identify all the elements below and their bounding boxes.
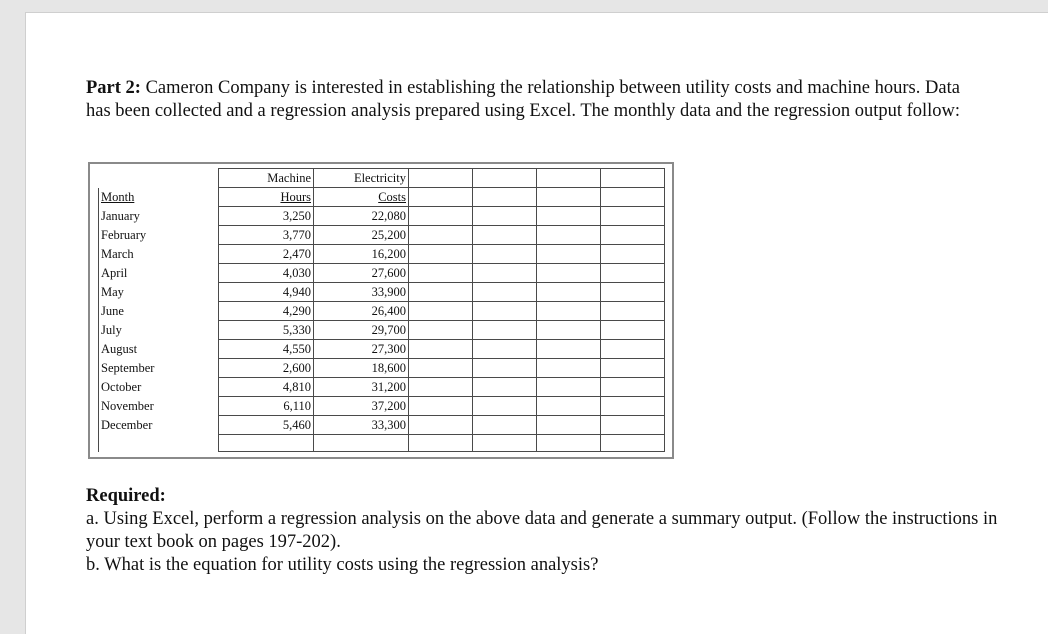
- intro-text: Cameron Company is interested in establishing the relationship between utility costs and machine hours. Data has been collected and a regression analysis prepared using Excel. The monthly data and the regression output follow:: [86, 78, 961, 121]
- empty-cell: [537, 302, 601, 321]
- empty-cell: [601, 302, 665, 321]
- empty-cell: [601, 188, 665, 207]
- empty-cell: [601, 169, 665, 188]
- electricity-costs-cell: 33,900: [314, 283, 409, 302]
- month-cell: February: [99, 226, 219, 245]
- month-cell: May: [99, 283, 219, 302]
- empty-cell: [473, 416, 537, 435]
- empty-cell: [473, 207, 537, 226]
- empty-cell: [537, 359, 601, 378]
- empty-cell: [409, 226, 473, 245]
- header-cell: Electricity: [314, 169, 409, 188]
- empty-cell: [99, 435, 219, 452]
- empty-cell: [601, 340, 665, 359]
- table-row: [99, 416, 665, 435]
- empty-cell: [537, 169, 601, 188]
- empty-cell: [537, 264, 601, 283]
- empty-cell: [537, 226, 601, 245]
- empty-cell: [537, 416, 601, 435]
- empty-cell: [473, 226, 537, 245]
- empty-cell: [537, 283, 601, 302]
- empty-cell: [409, 283, 473, 302]
- table-row: [99, 207, 665, 226]
- month-cell: November: [99, 397, 219, 416]
- empty-cell: [601, 264, 665, 283]
- electricity-costs-cell: 37,200: [314, 397, 409, 416]
- empty-cell: [409, 397, 473, 416]
- electricity-costs-cell: 16,200: [314, 245, 409, 264]
- table-row: [99, 340, 665, 359]
- month-cell: August: [99, 340, 219, 359]
- empty-cell: [473, 378, 537, 397]
- month-cell: September: [99, 359, 219, 378]
- electricity-costs-cell: 22,080: [314, 207, 409, 226]
- month-cell: December: [99, 416, 219, 435]
- empty-cell: [537, 397, 601, 416]
- month-cell: July: [99, 321, 219, 340]
- empty-cell: [537, 207, 601, 226]
- empty-cell: [473, 188, 537, 207]
- table-row: [99, 321, 665, 340]
- empty-cell: [409, 302, 473, 321]
- empty-cell: [601, 416, 665, 435]
- required-item-a: a. Using Excel, perform a regression analysis on the above data and generate a summary output. (Follow the instructions in your text book on pages 197-202).: [86, 509, 998, 552]
- machine-hours-cell: 3,250: [219, 207, 314, 226]
- table-row: [99, 226, 665, 245]
- empty-cell: [409, 207, 473, 226]
- empty-cell: [537, 188, 601, 207]
- table-row: [99, 359, 665, 378]
- empty-cell: [601, 359, 665, 378]
- required-item-b: b. What is the equation for utility costs using the regression analysis?: [86, 555, 599, 575]
- empty-cell: [473, 340, 537, 359]
- empty-cell: [601, 207, 665, 226]
- empty-cell: [219, 435, 314, 452]
- machine-hours-cell: 5,460: [219, 416, 314, 435]
- data-table: [98, 168, 665, 452]
- embedded-spreadsheet: [88, 162, 674, 459]
- machine-hours-cell: 4,810: [219, 378, 314, 397]
- empty-cell: [473, 283, 537, 302]
- header-cell: Hours: [219, 188, 314, 207]
- empty-cell: [409, 435, 473, 452]
- empty-cell: [537, 435, 601, 452]
- empty-cell: [473, 264, 537, 283]
- electricity-costs-cell: 26,400: [314, 302, 409, 321]
- machine-hours-cell: 2,600: [219, 359, 314, 378]
- empty-cell: [473, 359, 537, 378]
- electricity-costs-cell: 27,600: [314, 264, 409, 283]
- empty-cell: [473, 302, 537, 321]
- machine-hours-cell: 2,470: [219, 245, 314, 264]
- empty-cell: [537, 340, 601, 359]
- month-cell: January: [99, 207, 219, 226]
- header-row-2: [99, 188, 665, 207]
- empty-cell: [601, 397, 665, 416]
- document-page: [25, 12, 1048, 634]
- empty-cell: [409, 340, 473, 359]
- empty-cell: [473, 245, 537, 264]
- empty-cell: [314, 435, 409, 452]
- table-row: [99, 264, 665, 283]
- empty-cell: [473, 169, 537, 188]
- machine-hours-cell: 4,550: [219, 340, 314, 359]
- header-cell: Costs: [314, 188, 409, 207]
- empty-cell: [409, 378, 473, 397]
- empty-cell: [601, 226, 665, 245]
- month-cell: March: [99, 245, 219, 264]
- month-cell: October: [99, 378, 219, 397]
- header-cell: Machine: [219, 169, 314, 188]
- machine-hours-cell: 6,110: [219, 397, 314, 416]
- header-cell: Month: [99, 188, 219, 207]
- machine-hours-cell: 5,330: [219, 321, 314, 340]
- electricity-costs-cell: 25,200: [314, 226, 409, 245]
- empty-cell: [601, 378, 665, 397]
- empty-cell: [537, 378, 601, 397]
- intro-paragraph: [86, 77, 986, 123]
- empty-cell: [601, 245, 665, 264]
- required-section: [86, 485, 1006, 577]
- empty-row: [99, 435, 665, 452]
- empty-cell: [473, 435, 537, 452]
- empty-cell: [409, 264, 473, 283]
- required-title: Required:: [86, 486, 166, 506]
- machine-hours-cell: 4,030: [219, 264, 314, 283]
- empty-cell: [537, 321, 601, 340]
- table-row: [99, 283, 665, 302]
- empty-cell: [537, 245, 601, 264]
- empty-cell: [473, 397, 537, 416]
- empty-cell: [601, 283, 665, 302]
- table-row: [99, 245, 665, 264]
- empty-cell: [409, 188, 473, 207]
- empty-cell: [601, 321, 665, 340]
- part-label: Part 2:: [86, 78, 141, 98]
- table-row: [99, 397, 665, 416]
- empty-cell: [601, 435, 665, 452]
- table-row: [99, 378, 665, 397]
- electricity-costs-cell: 31,200: [314, 378, 409, 397]
- empty-cell: [409, 245, 473, 264]
- machine-hours-cell: 3,770: [219, 226, 314, 245]
- empty-cell: [409, 416, 473, 435]
- empty-cell: [409, 169, 473, 188]
- electricity-costs-cell: 33,300: [314, 416, 409, 435]
- empty-cell: [409, 359, 473, 378]
- electricity-costs-cell: 18,600: [314, 359, 409, 378]
- header-cell: [99, 169, 219, 188]
- month-cell: April: [99, 264, 219, 283]
- header-row-1: [99, 169, 665, 188]
- table-row: [99, 302, 665, 321]
- electricity-costs-cell: 29,700: [314, 321, 409, 340]
- month-cell: June: [99, 302, 219, 321]
- empty-cell: [409, 321, 473, 340]
- machine-hours-cell: 4,290: [219, 302, 314, 321]
- electricity-costs-cell: 27,300: [314, 340, 409, 359]
- machine-hours-cell: 4,940: [219, 283, 314, 302]
- empty-cell: [473, 321, 537, 340]
